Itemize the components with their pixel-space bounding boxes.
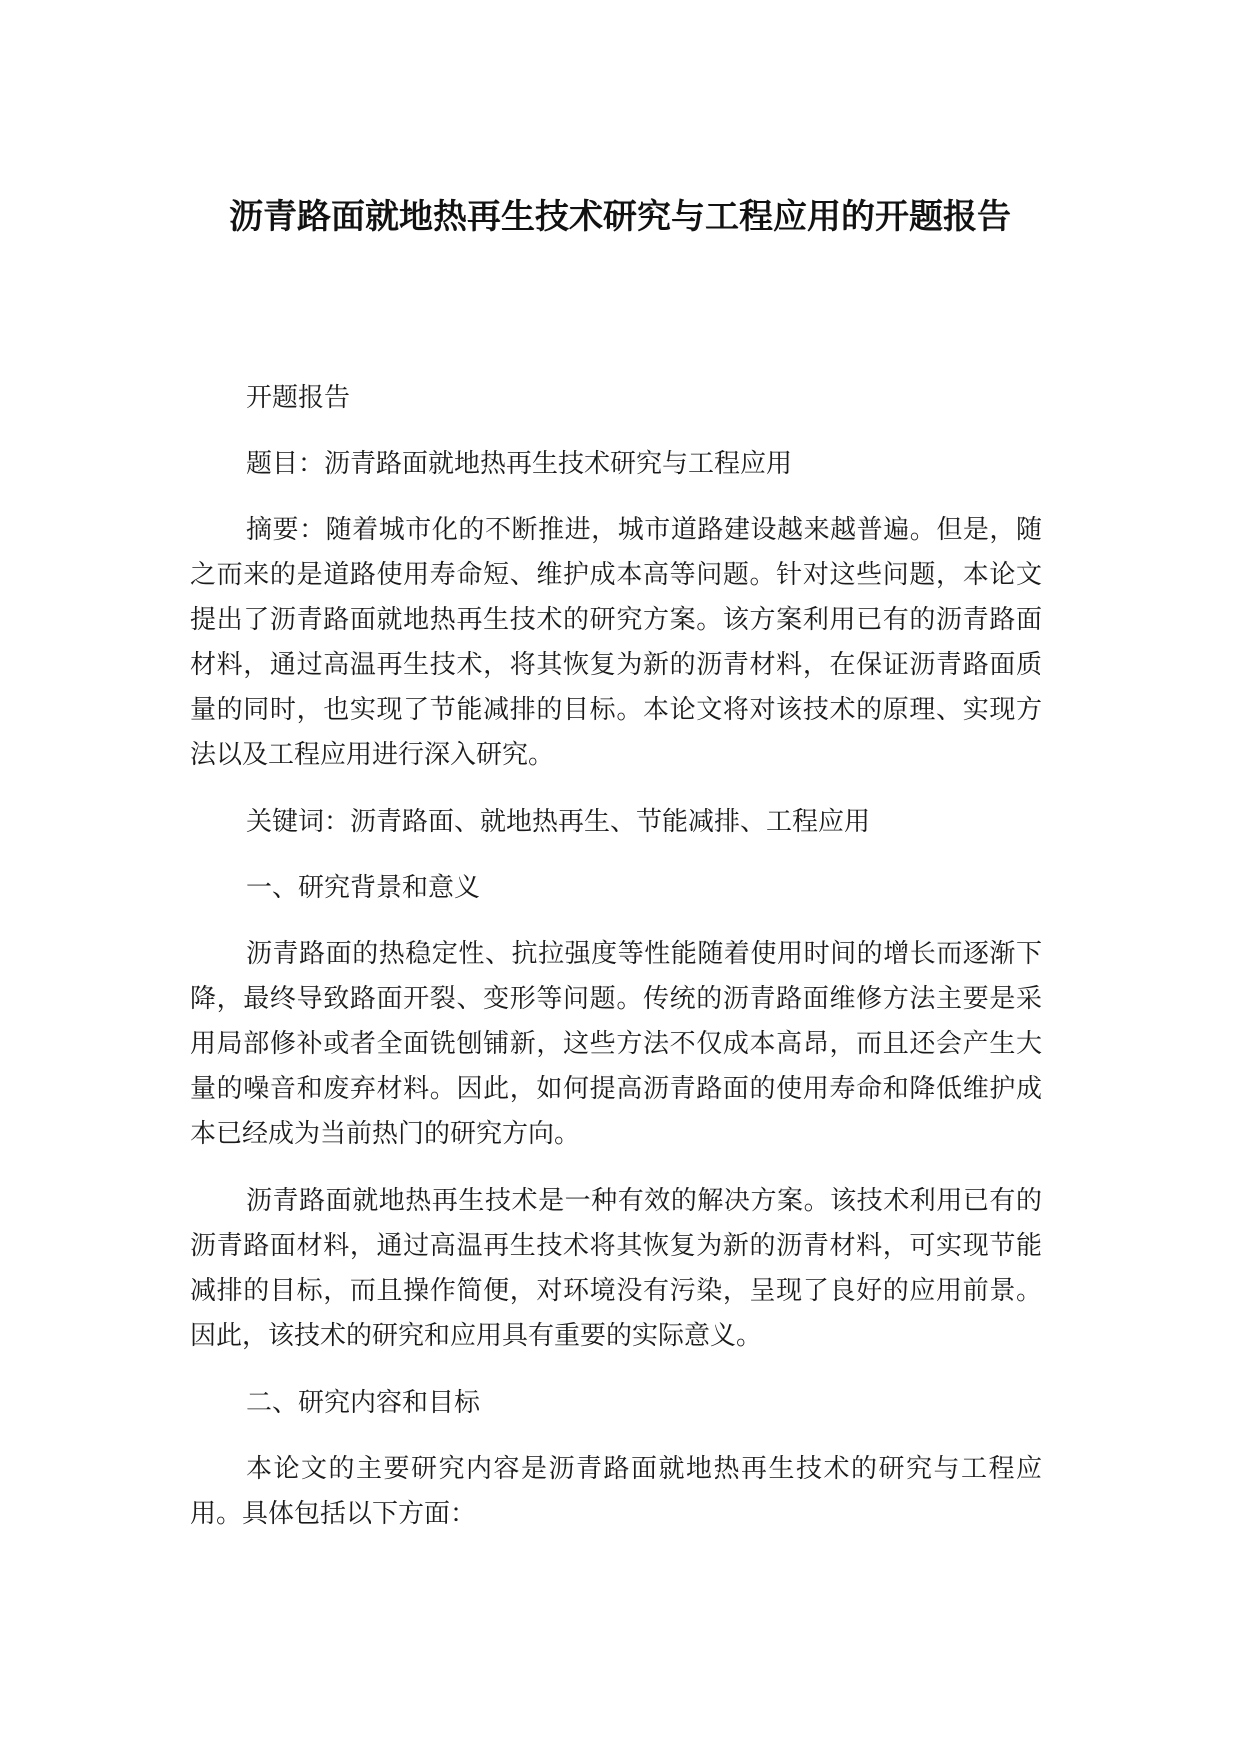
content-paragraph: 本论文的主要研究内容是沥青路面就地热再生技术的研究与工程应用。具体包括以下方面： — [190, 1454, 1042, 1529]
topic-line: 题目：沥青路面就地热再生技术研究与工程应用 — [246, 449, 793, 479]
background-paragraph-1: 沥青路面的热稳定性、抗拉强度等性能随着使用时间的增长而逐渐下降，最终导致路面开裂、变形等问题。传统的沥青路面维修方法主要是采用局部修补或者全面铣刨铺新，这些方法不仅成本高昂，而且还会产生大量的噪音和废弃材料。因此，如何提高沥青路面的使用寿命和降低维护成本已经成为当前热门的研究方向。 — [190, 939, 1042, 1149]
document-title: 沥青路面就地热再生技术研究与工程应用的开题报告 — [229, 197, 1011, 237]
document-body — [190, 376, 1042, 1559]
abstract-paragraph: 摘要：随着城市化的不断推进，城市道路建设越来越普遍。但是，随之而来的是道路使用寿命短、维护成本高等问题。针对这些问题，本论文提出了沥青路面就地热再生技术的研究方案。该方案利用已有的沥青路面材料，通过高温再生技术，将其恢复为新的沥青材料，在保证沥青路面质量的同时，也实现了节能减排的目标。本论文将对该技术的原理、实现方法以及工程应用进行深入研究。 — [190, 515, 1042, 770]
keywords-line: 关键词：沥青路面、就地热再生、节能减排、工程应用 — [246, 807, 871, 837]
report-label: 开题报告 — [246, 383, 351, 413]
section-heading-content: 二、研究内容和目标 — [246, 1388, 481, 1418]
section-heading-background: 一、研究背景和意义 — [246, 873, 481, 903]
background-paragraph-2: 沥青路面就地热再生技术是一种有效的解决方案。该技术利用已有的沥青路面材料，通过高温再生技术将其恢复为新的沥青材料，可实现节能减排的目标，而且操作简便，对环境没有污染，呈现了良好的应用前景。因此，该技术的研究和应用具有重要的实际意义。 — [190, 1186, 1042, 1351]
